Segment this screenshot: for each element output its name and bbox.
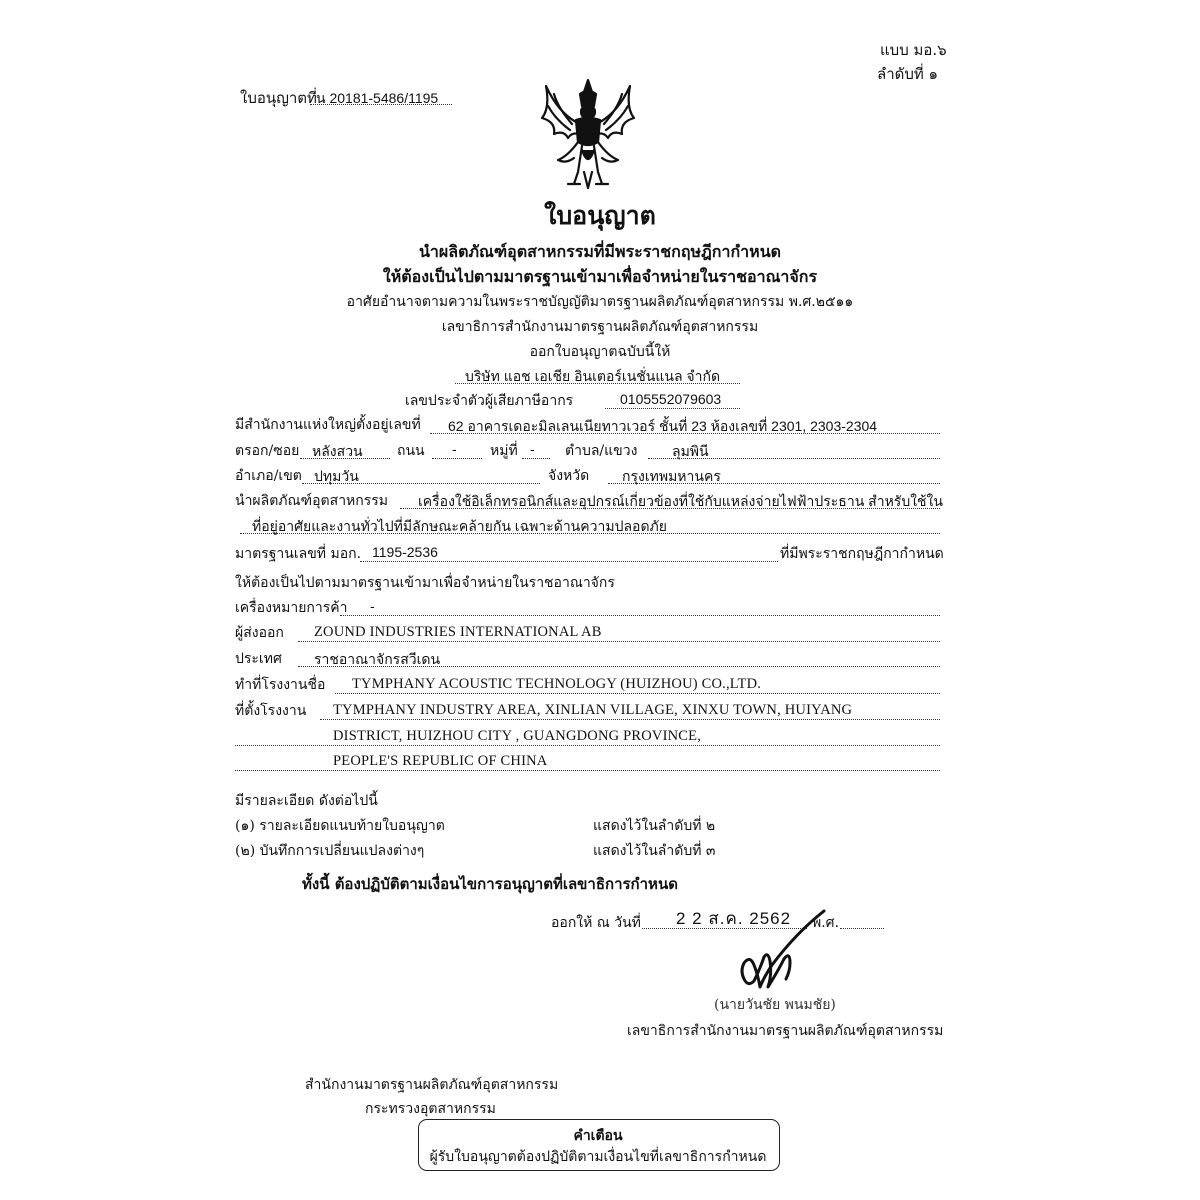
- product-line-1: [400, 508, 940, 509]
- soi-line: [300, 458, 390, 459]
- location-line-2: [235, 745, 940, 746]
- hq-value: 62 อาคารเดอะมิลเลนเนียทาวเวอร์ ชั้นที่ 23 ห้องเลขที่ 2301, 2303-2304: [448, 418, 878, 434]
- product-value-line-1: เครื่องใช้อิเล็กทรอนิกส์และอุปกรณ์เกี่ยวข้องที่ใช้กับแหล่งจ่ายไฟฟ้าประธาน สำหรับใช้ใน: [418, 493, 943, 509]
- product-value-line-2: ที่อยู่อาศัยและงานทั่วไปที่มีลักษณะคล้ายกัน เฉพาะด้านความปลอดภัย: [252, 518, 667, 534]
- hq-line: [430, 433, 940, 434]
- form-code: แบบ มอ.๖: [880, 41, 947, 59]
- company-name-line: [455, 383, 740, 384]
- moo-value: -: [530, 441, 535, 457]
- factory-value: TYMPHANY ACOUSTIC TECHNOLOGY (HUIZHOU) CO.,LTD.: [352, 676, 762, 692]
- details-heading: มีรายละเอียด ดังต่อไปนี้: [235, 793, 378, 809]
- location-label: ที่ตั้งโรงงาน: [235, 703, 307, 719]
- tambon-label: ตำบล/แขวง: [565, 443, 638, 459]
- standard-value: 1195-2536: [372, 544, 438, 560]
- product-line-2: [240, 533, 940, 534]
- title-line-1: นำผลิตภัณฑ์อุตสาหกรรมที่มีพระราชกฤษฎีกากำหนด: [418, 242, 782, 261]
- condition-line: ทั้งนี้ ต้องปฏิบัติตามเงื่อนไขการอนุญาตที่เลขาธิการกำหนด: [302, 875, 678, 893]
- warning-title: คำเตือน: [573, 1128, 623, 1144]
- province-label: จังหวัด: [548, 468, 590, 484]
- country-label: ประเทศ: [235, 651, 282, 667]
- issue-date-label: ออกให้ ณ วันที่: [551, 915, 641, 931]
- province-value: กรุงเทพมหานคร: [622, 468, 721, 484]
- issue-to-line: ออกใบอนุญาตฉบับนี้ให้: [529, 344, 671, 360]
- issue-era: พ.ศ.: [812, 915, 840, 931]
- location-line-3: [235, 770, 940, 771]
- license-no-label: ใบอนุญาตที่: [240, 89, 317, 107]
- province-line: [608, 483, 940, 484]
- issue-era-line: [840, 928, 884, 929]
- trademark-line: [340, 615, 940, 616]
- trademark-label: เครื่องหมายการค้า: [235, 600, 348, 616]
- footer-office: สำนักงานมาตรฐานผลิตภัณฑ์อุตสาหกรรม: [305, 1077, 559, 1093]
- location-value-line-3: PEOPLE'S REPUBLIC OF CHINA: [333, 753, 548, 769]
- amphoe-label: อำเภอ/เขต: [235, 468, 302, 484]
- garuda-emblem-icon: [528, 72, 648, 192]
- hq-label: มีสำนักงานแห่งใหญ่ตั้งอยู่เลขที่: [235, 417, 421, 433]
- country-value: ราชอาณาจักรสวีเดน: [314, 651, 441, 667]
- road-label: ถนน: [397, 443, 425, 459]
- moo-label: หมู่ที่: [490, 443, 518, 459]
- details-item-1-ref: แสดงไว้ในลำดับที่ ๒: [593, 818, 716, 834]
- factory-label: ทำที่โรงงานชื่อ: [235, 677, 326, 693]
- tambon-line: [648, 458, 940, 459]
- company-name: บริษัท แอช เอเชีย อินเตอร์เนชั่นแนล จำกัด: [465, 368, 721, 384]
- trademark-value: -: [370, 598, 375, 614]
- signatory-name: (นายวันชัย พนมชัย): [714, 997, 836, 1013]
- exporter-label: ผู้ส่งออก: [235, 625, 284, 641]
- amphoe-line: [302, 483, 540, 484]
- conform-line: ให้ต้องเป็นไปตามมาตรฐานเข้ามาเพื่อจำหน่ายในราชอาณาจักร: [235, 575, 615, 591]
- location-value-line-1: TYMPHANY INDUSTRY AREA, XINLIAN VILLAGE, XINXU TOWN, HUIYANG: [333, 702, 853, 718]
- tax-id-line: [605, 408, 740, 409]
- road-value: -: [452, 441, 457, 457]
- issue-date-value: 2 2 ส.ค. 2562: [676, 909, 792, 928]
- footer-ministry: กระทรวงอุตสาหกรรม: [365, 1101, 496, 1117]
- country-line: [298, 666, 940, 667]
- road-line: [432, 458, 482, 459]
- license-no-value: น 20181-5486/1195: [316, 90, 439, 106]
- amphoe-value: ปทุมวัน: [314, 468, 359, 484]
- soi-label: ตรอก/ซอย: [235, 443, 300, 459]
- sequence-number: ลำดับที่ ๑: [877, 65, 939, 83]
- factory-line: [335, 693, 940, 694]
- authority-line: อาศัยอำนาจตามความในพระราชบัญญัติมาตรฐานผลิตภัณฑ์อุตสาหกรรม พ.ศ.๒๕๑๑: [346, 294, 854, 310]
- tax-id-value: 0105552079603: [620, 391, 722, 407]
- license-no-line: [310, 104, 452, 105]
- standard-label: มาตรฐานเลขที่ มอก.: [235, 546, 362, 562]
- title-line-2: ให้ต้องเป็นไปตามมาตรฐานเข้ามาเพื่อจำหน่ายในราชอาณาจักร: [382, 267, 818, 286]
- issuer-line: เลขาธิการสำนักงานมาตรฐานผลิตภัณฑ์อุตสาหกรรม: [441, 319, 759, 335]
- document-title: ใบอนุญาต: [544, 201, 656, 230]
- location-value-line-2: DISTRICT, HUIZHOU CITY , GUANGDONG PROVINCE,: [333, 728, 702, 744]
- details-item-2-ref: แสดงไว้ในลำดับที่ ๓: [593, 843, 716, 859]
- details-item-2: (๒) บันทึกการเปลี่ยนแปลงต่างๆ: [235, 843, 425, 859]
- exporter-line: [298, 641, 940, 642]
- exporter-value: ZOUND INDUSTRIES INTERNATIONAL AB: [314, 624, 602, 640]
- tax-id-label: เลขประจำตัวผู้เสียภาษีอากร: [405, 393, 574, 409]
- product-label: นำผลิตภัณฑ์อุตสาหกรรม: [235, 493, 389, 509]
- standard-line: [360, 561, 778, 562]
- details-item-1: (๑) รายละเอียดแนบท้ายใบอนุญาต: [235, 818, 445, 834]
- signatory-position: เลขาธิการสำนักงานมาตรฐานผลิตภัณฑ์อุตสาหกรรม: [627, 1023, 944, 1039]
- tambon-value: ลุมพินี: [672, 443, 709, 459]
- soi-value: หลังสวน: [312, 443, 363, 459]
- warning-text: ผู้รับใบอนุญาตต้องปฏิบัติตามเงื่อนไขที่เลขาธิการกำหนด: [429, 1149, 767, 1165]
- signature-mark: [720, 905, 840, 995]
- moo-line: [522, 458, 550, 459]
- location-line-1: [320, 719, 940, 720]
- standard-suffix: ที่มีพระราชกฤษฎีกากำหนด: [780, 546, 944, 562]
